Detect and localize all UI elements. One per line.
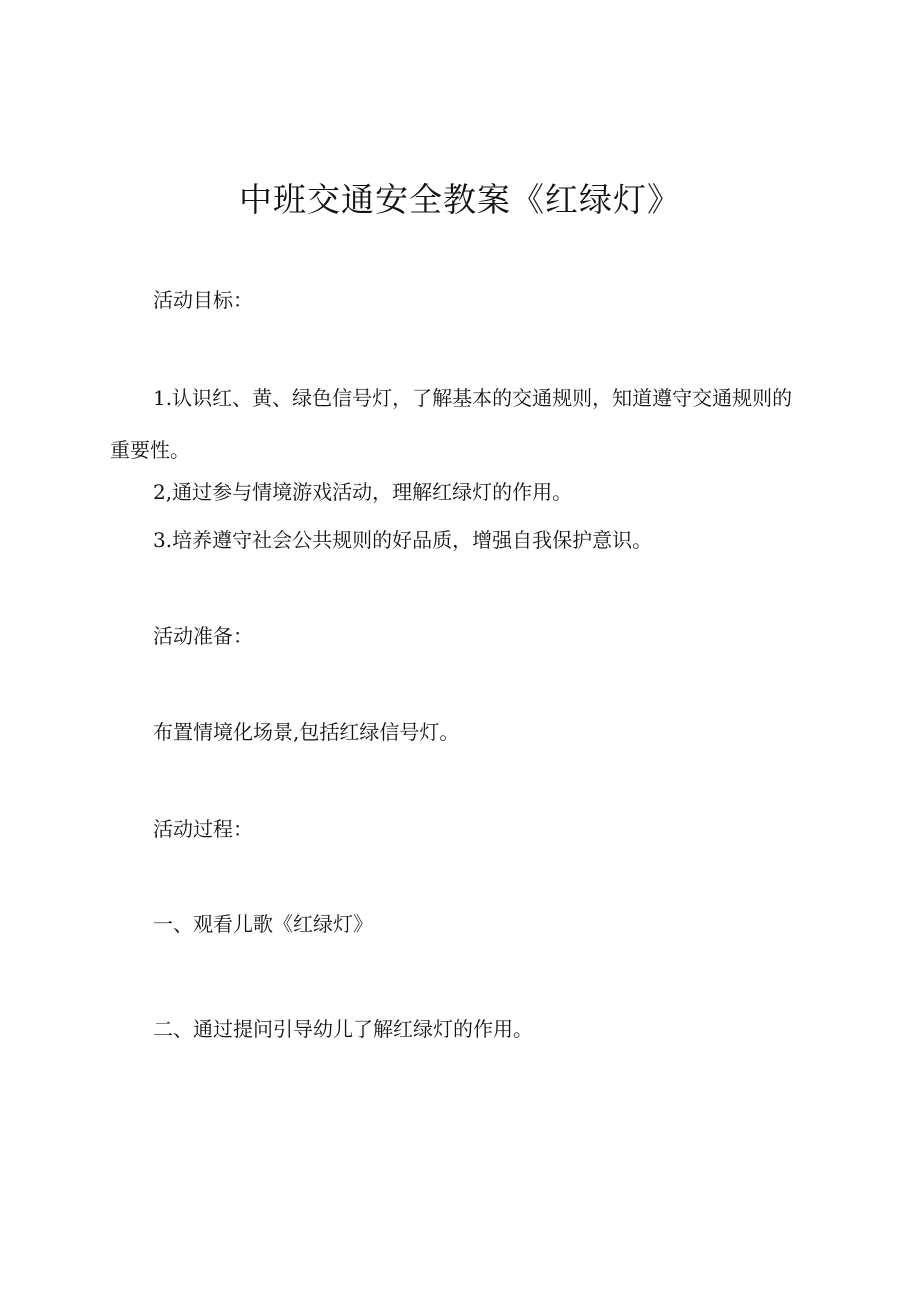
objective-item-1: 1.认识红、黄、绿色信号灯，了解基本的交通规则，知道遵守交通规则的重要性。	[110, 386, 793, 462]
process-step-2: 二、通过提问引导幼儿了解红绿灯的作用。	[153, 1017, 533, 1041]
process-step-1: 一、观看儿歌《红绿灯》	[153, 912, 373, 936]
preparation-heading: 活动准备：	[153, 624, 253, 648]
preparation-text: 布置情境化场景,包括红绿信号灯。	[153, 720, 460, 744]
process-heading: 活动过程：	[153, 817, 253, 841]
objectives-heading: 活动目标：	[153, 288, 253, 312]
objective-item-2: 2,通过参与情境游戏活动，理解红绿灯的作用。	[153, 480, 573, 504]
page-title: 中班交通安全教案《红绿灯》	[239, 180, 681, 219]
objective-item-3: 3.培养遵守社会公共规则的好品质，增强自我保护意识。	[153, 528, 653, 552]
